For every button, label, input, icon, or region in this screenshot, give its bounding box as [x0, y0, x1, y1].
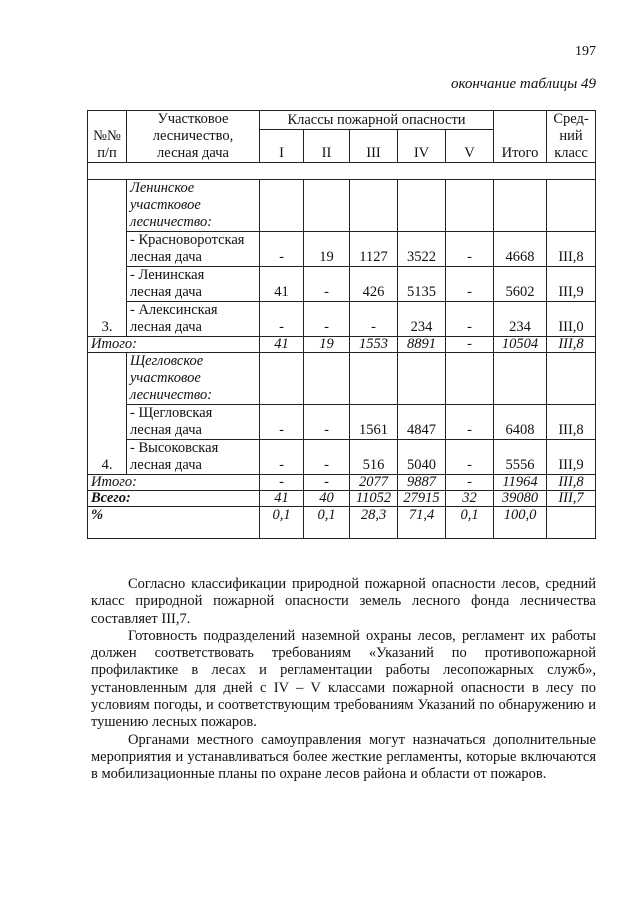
header-avg-class: Сред- ний класс — [547, 111, 596, 163]
subtotal-label: Итого: — [88, 337, 260, 353]
cell: 11964 — [494, 475, 547, 491]
cell: 0,1 — [446, 507, 494, 539]
subtotal-row — [88, 475, 596, 491]
cell: 516 — [350, 440, 398, 475]
page-number: 197 — [575, 44, 596, 59]
cell: III,8 — [547, 337, 596, 353]
cell: 41 — [260, 337, 304, 353]
paragraph: Органами местного самоуправления могут назначаться дополнительные мероприятия и устанавливаться более жесткие регламенты, которые включаются в мобилизационные планы по охране лесов района и области от пожаров. — [91, 731, 596, 783]
percent-label: % — [88, 507, 260, 539]
header-class-2: II — [304, 130, 350, 163]
header-class-1: I — [260, 130, 304, 163]
district-name: Ленинское участковое лесничество: — [127, 180, 260, 232]
table-caption: окончание таблицы 49 — [450, 76, 596, 92]
table-row — [88, 440, 596, 475]
header-class-4: IV — [398, 130, 446, 163]
paragraph: Согласно классификации природной пожарной опасности лесов, средний класс природной пожарной опасности земель лесного фонда лесничества составляет III,7. — [91, 576, 596, 627]
cell: 4668 — [494, 232, 547, 267]
header-class-5: V — [446, 130, 494, 163]
fire-danger-table — [87, 110, 596, 539]
cell: - — [446, 405, 494, 440]
cell: 39080 — [494, 491, 547, 507]
cell: 426 — [350, 267, 398, 302]
cell: 9887 — [398, 475, 446, 491]
cell: - — [446, 440, 494, 475]
cell: - — [304, 405, 350, 440]
paragraph: Готовность подразделений наземной охраны лесов, регламент их работы должен соответствовать требованиям «Указаний по противопожарной профилактике в лесах и регламентации работы лесопожарных служб», установленным для дней с IV – V классами пожарной опасности в лесу по условиям погоды, и соответствующим требованиям Указаний по обнаружению и тушению лесных пожаров. — [91, 627, 596, 731]
cell: - — [260, 302, 304, 337]
cell: - — [304, 302, 350, 337]
cell: 2077 — [350, 475, 398, 491]
header-class-3: III — [350, 130, 398, 163]
cell: III,8 — [547, 232, 596, 267]
district-name: Щегловское участковое лесничество: — [127, 353, 260, 405]
grand-total-row — [88, 491, 596, 507]
cell: 3522 — [398, 232, 446, 267]
cell: 8891 — [398, 337, 446, 353]
section-number: 4. — [88, 353, 127, 475]
cell: 5602 — [494, 267, 547, 302]
forest-name: - Высоковская лесная дача — [127, 440, 260, 475]
cell: 5040 — [398, 440, 446, 475]
cell: 10504 — [494, 337, 547, 353]
cell: 41 — [260, 491, 304, 507]
cell: - — [260, 440, 304, 475]
cell: - — [260, 232, 304, 267]
cell: 1127 — [350, 232, 398, 267]
cell: 0,1 — [260, 507, 304, 539]
cell: 28,3 — [350, 507, 398, 539]
forest-name: - Красноворотская лесная дача — [127, 232, 260, 267]
cell: III,8 — [547, 405, 596, 440]
cell: 40 — [304, 491, 350, 507]
cell: - — [446, 302, 494, 337]
cell: 71,4 — [398, 507, 446, 539]
cell: 234 — [494, 302, 547, 337]
cell: 5135 — [398, 267, 446, 302]
spacer-row — [88, 163, 596, 180]
body-text — [91, 576, 596, 784]
grand-total-label: Всего: — [88, 491, 260, 507]
cell: - — [446, 232, 494, 267]
cell: - — [304, 267, 350, 302]
cell: - — [304, 475, 350, 491]
cell: III,0 — [547, 302, 596, 337]
district-row — [88, 353, 596, 405]
cell: 41 — [260, 267, 304, 302]
cell: III,7 — [547, 491, 596, 507]
cell: 5556 — [494, 440, 547, 475]
cell: 1561 — [350, 405, 398, 440]
cell: III,8 — [547, 475, 596, 491]
cell: 11052 — [350, 491, 398, 507]
cell: - — [260, 405, 304, 440]
cell: 234 — [398, 302, 446, 337]
cell: 19 — [304, 337, 350, 353]
header-name: Участковое лесничество, лесная дача — [127, 111, 260, 163]
subtotal-row — [88, 337, 596, 353]
cell — [547, 507, 596, 539]
cell: 6408 — [494, 405, 547, 440]
cell: 1553 — [350, 337, 398, 353]
section-number: 3. — [88, 180, 127, 337]
subtotal-label: Итого: — [88, 475, 260, 491]
cell: 0,1 — [304, 507, 350, 539]
cell: 27915 — [398, 491, 446, 507]
table-row — [88, 232, 596, 267]
district-row — [88, 180, 596, 232]
cell: 19 — [304, 232, 350, 267]
table-row — [88, 267, 596, 302]
cell: 100,0 — [494, 507, 547, 539]
cell: - — [350, 302, 398, 337]
cell: - — [446, 267, 494, 302]
cell: III,9 — [547, 267, 596, 302]
cell: 32 — [446, 491, 494, 507]
header-num: №№ п/п — [88, 111, 127, 163]
cell: - — [446, 475, 494, 491]
forest-name: - Щегловская лесная дача — [127, 405, 260, 440]
cell: - — [446, 337, 494, 353]
forest-name: - Алексинская лесная дача — [127, 302, 260, 337]
forest-name: - Ленинская лесная дача — [127, 267, 260, 302]
table-row — [88, 405, 596, 440]
cell: - — [260, 475, 304, 491]
header-classes-group: Классы пожарной опасности — [260, 111, 494, 130]
header-total: Итого — [494, 111, 547, 163]
table-row — [88, 302, 596, 337]
percent-row — [88, 507, 596, 539]
cell: - — [304, 440, 350, 475]
cell: 4847 — [398, 405, 446, 440]
cell: III,9 — [547, 440, 596, 475]
